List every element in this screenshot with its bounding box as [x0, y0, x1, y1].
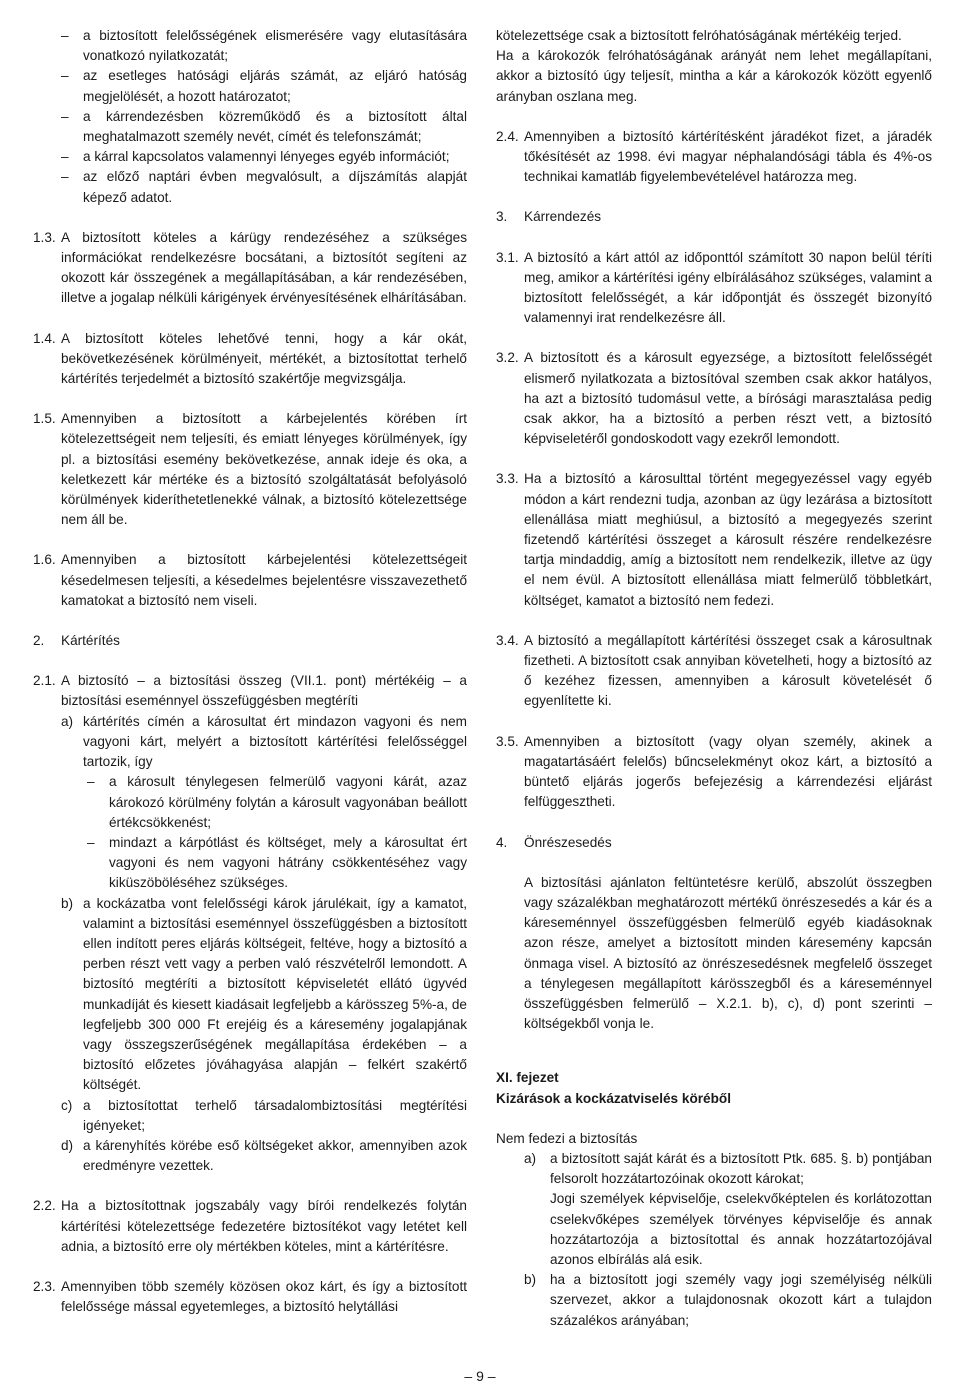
section-heading-4: 4. Önrészesedés [496, 834, 612, 850]
paragraph-2-3-continued-b: Ha a károkozók felróhatóságának arányát nem lehet megállapítani, akkor a biztosító úgy teljesít, mintha a kár a károkozók között egyenlő arányban oszlana meg. [496, 48, 932, 104]
list-item: – az esetleges hatósági eljárás számát, az eljáró hatóság megjelölését, a hozott határozatot; [61, 68, 467, 104]
paragraph-3-5: 3.5. Amennyiben a biztosított (vagy olyan személy, akinek a magatartásáért felelős) bűncselekményt okoz kárt, a biztosító a büntető eljárás jogerős befejezésig a kárrendezési eljárást felfüggesztheti. [496, 733, 932, 810]
paragraph-3-4: 3.4. A biztosító a megállapított kártérítési összeget csak a károsultnak fizetheti. A biztosított csak annyiban követelheti, hogy a biztosító az ő kezéhez fizessen, amennyiben a károsult követelését ő egyenlítette ki. [496, 632, 932, 709]
list-item: – a károsult ténylegesen felmerülő vagyoni kárát, azaz károkozó körülmény folytán a károsult vagyonában beállott értékcsökkenést; [87, 774, 467, 830]
paragraph-3-1: 3.1. A biztosító a kárt attól az időponttól számított 30 napon belül téríti meg, amikor a kártérítési igény elbírálásához szükséges, valamint a biztosított felelősségét, a kár időpontját és összegét bizonyító valamennyi irat rendelkezésre áll. [496, 249, 932, 326]
list-item-a: a) kártérítés címén a károsultat ért mindazon vagyoni és nem vagyoni kárt, melyért a biztosított kártérítési felelősséggel tartozik, így [61, 713, 467, 770]
paragraph-1-6: 1.6. Amennyiben a biztosított kárbejelentési kötelezettségeit késedelmesen teljesíti, a késedelmes bejelentésre visszavezethető kamatokat a biztosító nem viseli. [33, 552, 467, 608]
list-item: – az előző naptári évben megvalósult, a díjszámítás alapját képező adatot. [61, 169, 467, 205]
left-column [33, 26, 467, 1317]
exclusion-item-b: b) ha a biztosított jogi személy vagy jogi személyiség nélküli szervezet, akkor a tulajdonosnak okozott kárt a tulajdon százalékos arányában; [524, 1272, 932, 1328]
list-item: – a kárrendezésben közreműködő és a biztosított által meghatalmazott személy nevét, címét és telefonszámát; [61, 108, 467, 145]
right-column [496, 26, 932, 1331]
paragraph-1-5: 1.5. Amennyiben a biztosított a kárbejelentés körében írt kötelezettségeit nem teljesíti, és emiatt lényeges körülmények, így pl. a biztosítási esemény bekövetkezése, annak ideje és oka, a keletkezett kár mértéke és a biztosító szolgáltatását befolyásoló körülmények kideríthetetlenekké válnak, a biztosító kötelezettsége nem áll be. [33, 411, 467, 528]
paragraph-1-3: 1.3. A biztosított köteles a kárügy rendezéséhez a szükséges információkat rendelkezésre bocsátani, a biztosítót segíteni az okozott kár összegének a megállapításában, a kár rendezésében, illetve a jogalap nélküli kárigények érvényesítésének elhárításában. [33, 229, 467, 306]
section-heading-2: 2. Kártérítés [33, 633, 120, 649]
paragraph-3-2: 3.2. A biztosított és a károsult egyezsége, a biztosított felelősségét elismerő nyilatkozata a biztosítóval szemben csak akkor hatályos, ha azt a biztosító tudomásul vette, a bírósági marasztalása pedig csak akkor, ha a biztosító a perben részt vett, a biztosító képviseletéről gondoskodott vagy ezekről lemondott. [496, 350, 932, 447]
page-number: – 9 – [464, 1368, 496, 1384]
exclusions-intro: Nem fedezi a biztosítás [496, 1130, 638, 1146]
exclusion-item-a-continued: Jogi személyek képviselője, cselekvőképtelen és korlátozottan cselekvőképes személyek törvényes képviselője és annak hozzátartozója a biztosítottal és annak hozzátartozójával azonos elbírálás alá esik. [550, 1191, 932, 1267]
list-item-b: b) a kockázatba vont felelősségi károk járulékait, így a kamatot, valamint a biztosítási eseménnyel összefüggésben a biztosított ellen indított peres eljárás költségeit, feltéve, hogy a biztosító a perben részt vett vagy a perben való részvételről lemondott. A biztosító megtéríti a biztosított képviseletét ellátó ügyvéd munkadíját és kiesett kiadásait legfeljebb a kárösszeg 5%-a, de legfeljebb 300 000 Ft erejéig és a káresemény jogalapjának vagy összegszerűségének megállapítása érdekében – a biztosító előzetes jóváhagyása alapján – felkért szakértő költségét. [61, 895, 467, 1093]
paragraph-2-1: 2.1. A biztosító – a biztosítási összeg (VII.1. pont) mértékéig – a biztosítási eseménnyel összefüggésben megtéríti [33, 673, 467, 709]
list-item-c: c) a biztosítottat terhelő társadalombiztosítási megtérítési igényeket; [61, 1097, 467, 1133]
list-item: – a kárral kapcsolatos valamennyi lényeges egyéb információt; [61, 149, 450, 165]
section-heading-3: 3. Kárrendezés [496, 209, 602, 225]
chapter-title: XI. fejezet [496, 1070, 559, 1086]
list-item: – a biztosított felelősségének elismerésére vagy elutasítására vonatkozó nyilatkozatát; [61, 28, 467, 64]
paragraph-4: A biztosítási ajánlaton feltüntetésre kerülő, abszolút összegben vagy százalékban meghatározott mértékű önrészesedés a kár és a káreseménnyel összefüggésben felmerülő egyéb kiadásoknak azon része, amelyet a biztosított minden káresemény kapcsán önmaga visel. A biztosító az önrészesedésnek megfelelő összeget a ténylegesen megállapított kárösszegből és a káreseménnyel összefüggésben felmerülő – X.2.1. b), c), d) pont szerinti – költségekből vonja le. [524, 874, 932, 1032]
exclusion-item-a: a) a biztosított saját kárát és a biztosított Ptk. 685. §. b) pontjában felsorolt hozzátartozóinak okozott károkat; [524, 1150, 932, 1187]
paragraph-2-3-continued: kötelezettsége csak a biztosított felróhatóságának mértékéig terjed. [496, 28, 902, 43]
paragraph-1-4: 1.4. A biztosított köteles lehetővé tenni, hogy a kár okát, bekövetkezésének körülményeit, mértékét, a biztosítottat terhelő kártérítés terjedelmét a biztosító szakértője megvizsgálja. [33, 330, 467, 387]
paragraph-2-2: 2.2. Ha a biztosítottnak jogszabály vagy bírói rendelkezés folytán kártérítési kötelezettsége fedezetére biztosítékot vagy letétet kell adnia, a biztosító erre oly mértékben köteles, mint a kártérítésre. [33, 1198, 467, 1254]
paragraph-2-4: 2.4. Amennyiben a biztosító kártérítésként járadékot fizet, a járadék tőkésítését az 1998. évi magyar néphalandósági tábla és 4%-os technikai kamatláb figyelembevételével határozza meg. [496, 128, 932, 185]
list-item: – mindazt a kárpótlást és költséget, mely a károsultat ért vagyoni és nem vagyoni hátrány csökkentéséhez vagy kiküszöböléséhez szükséges. [87, 834, 467, 891]
list-item-d: d) a kárenyhítés körébe eső költségeket akkor, amennyiben azok eredményre vezettek. [61, 1137, 467, 1174]
paragraph-3-3: 3.3. Ha a biztosító a károsulttal történt megegyezéssel vagy egyéb módon a kárt rendezni tudja, azonban az ügy lezárása a biztosított ellenállása miatt meghiúsul, a biztosító a megegyezés szerint fizetendő kártérítési összeget a károsult részére rendelkezésre tartja mindaddig, amíg a biztosított nem rendelkezik, illetve az ügy el nem évül. A biztosított ellenállása miatt felmerülő többletkárt, költséget, kamatot a biztosító nem fedezi. [496, 471, 932, 608]
paragraph-2-3: 2.3. Amennyiben több személy közösen okoz kárt, és így a biztosított felelőssége mással egyetemleges, a biztosító helytállási [33, 1278, 467, 1315]
chapter-subtitle: Kizárások a kockázatviselés köréből [496, 1090, 731, 1106]
